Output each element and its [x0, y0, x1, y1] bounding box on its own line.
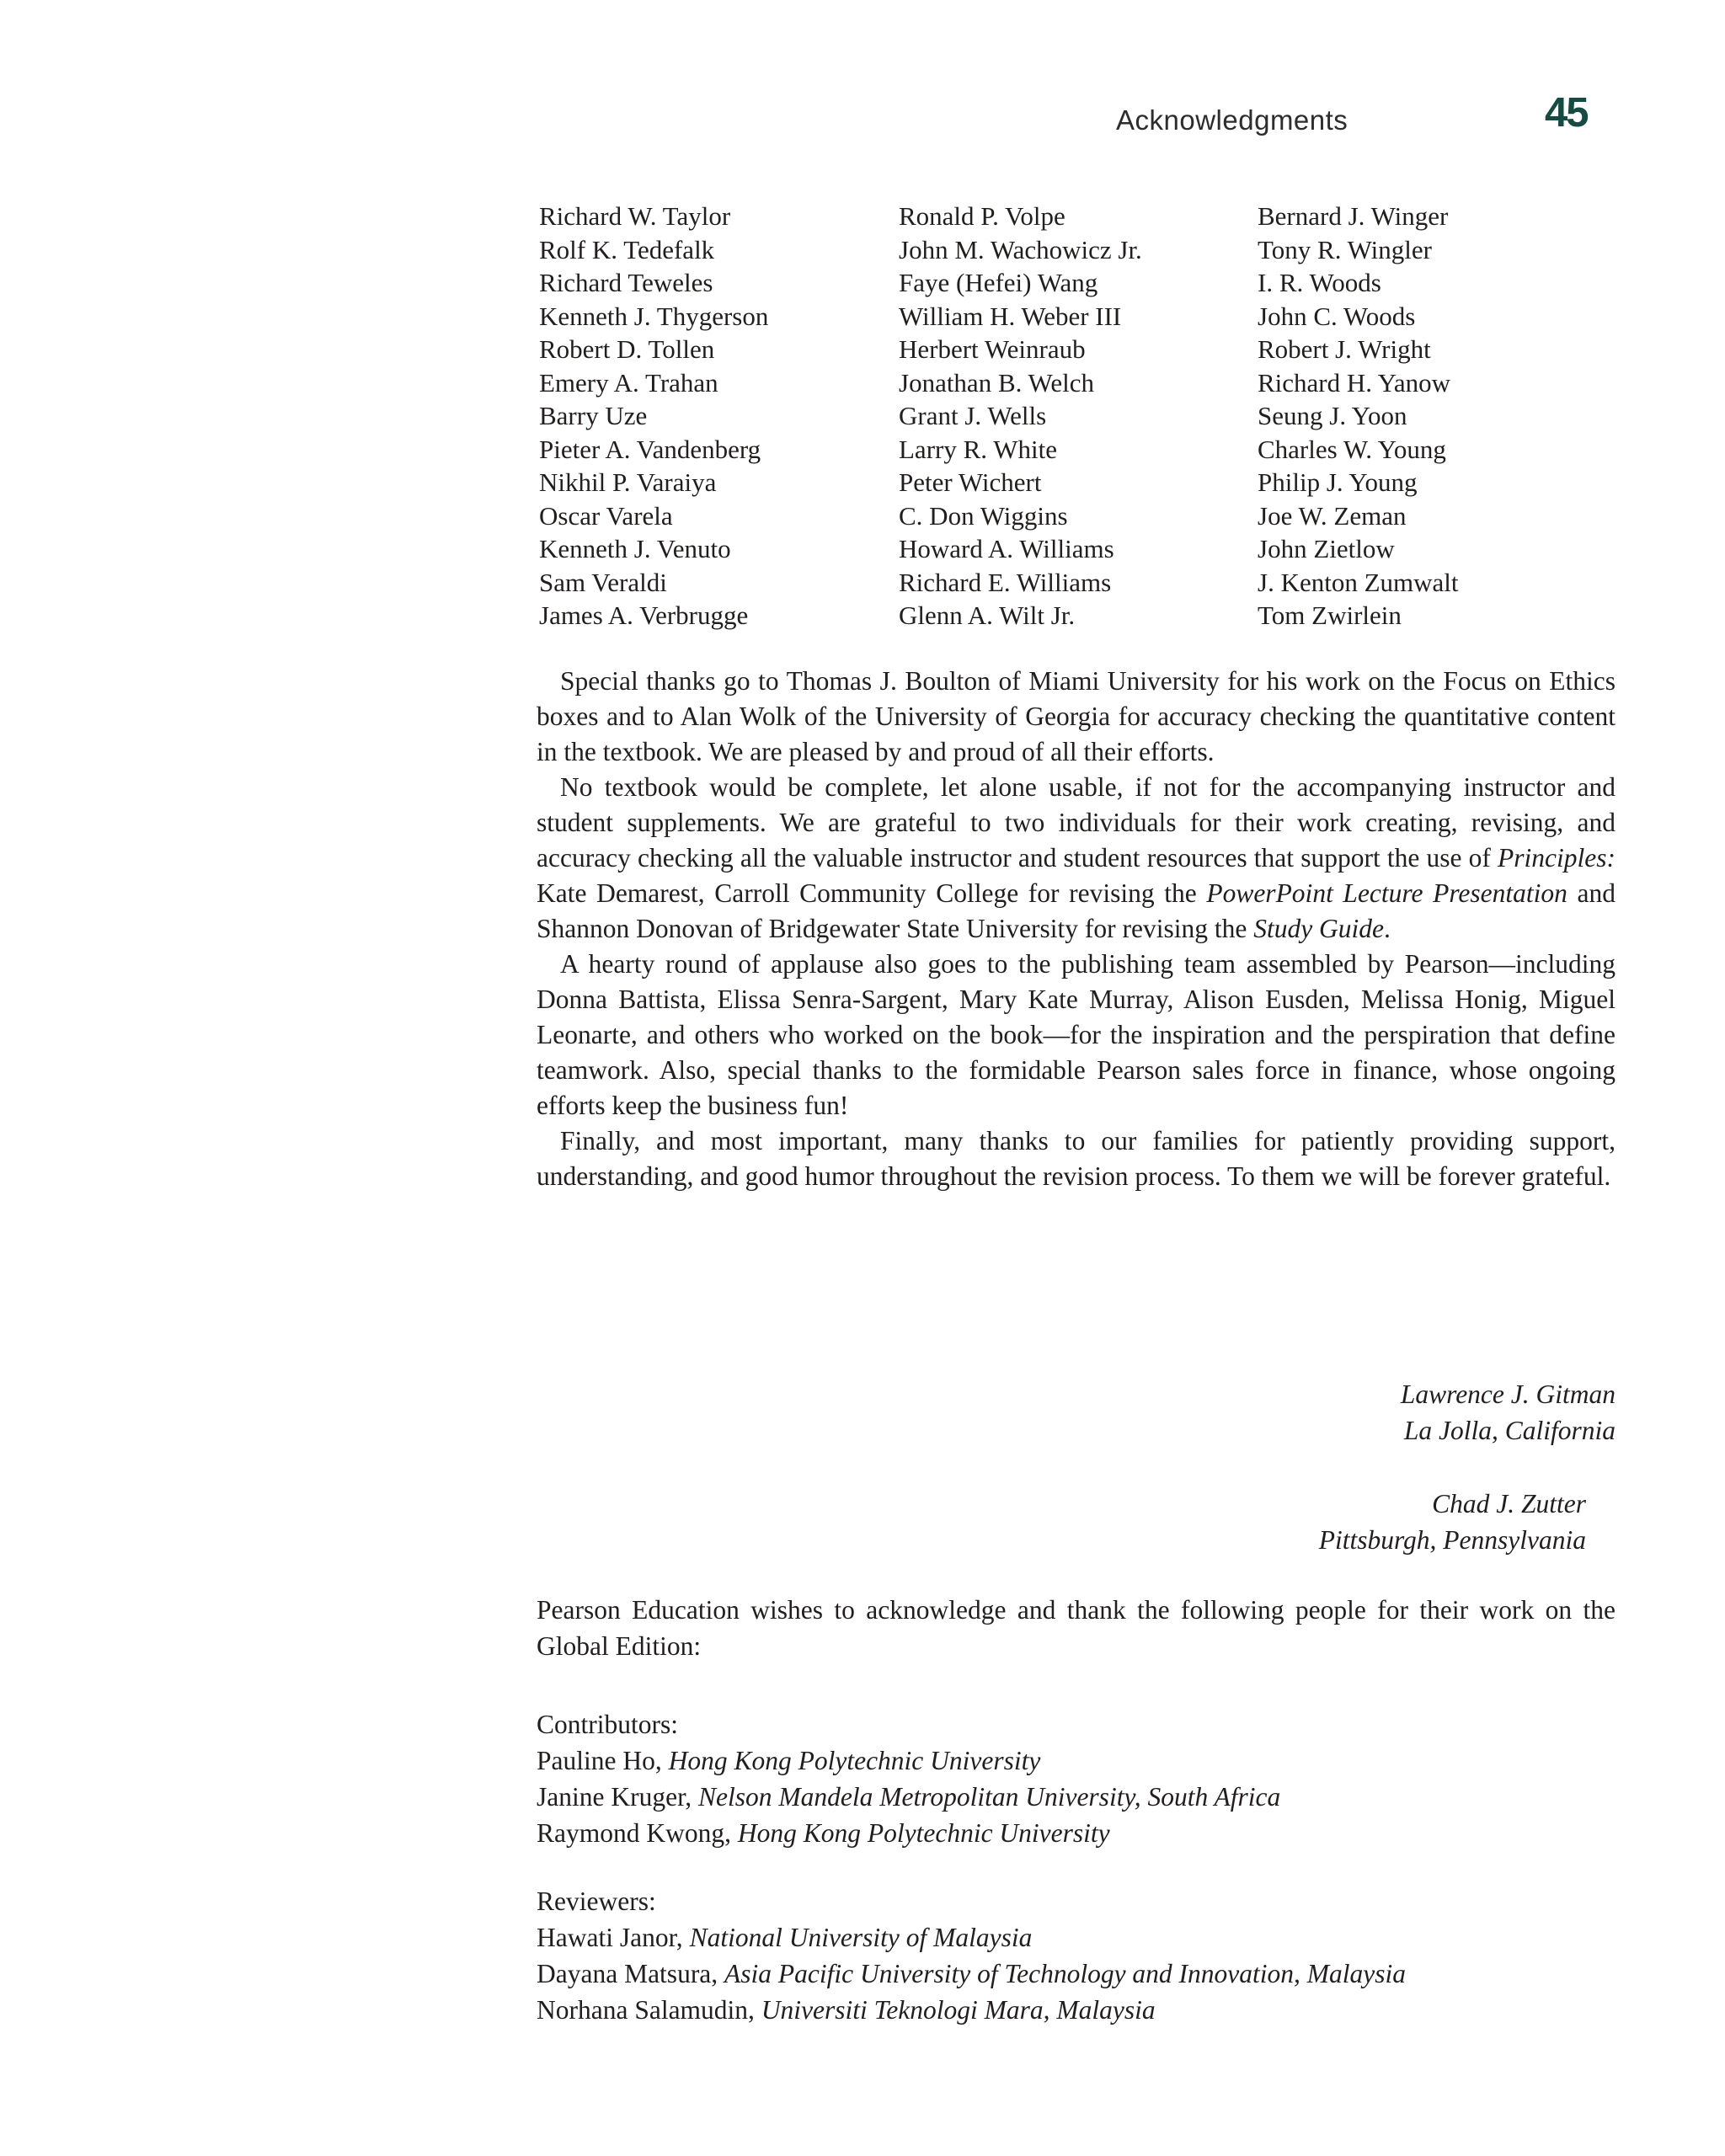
reviewers-list — [537, 1919, 1406, 2028]
running-header-title: Acknowledgments — [1116, 104, 1348, 136]
reviewer-name: Glenn A. Wilt Jr. — [899, 600, 1076, 630]
reviewer-name: Seung J. Yoon — [1258, 401, 1407, 430]
reviewers-heading: Reviewers: — [537, 1886, 656, 1916]
person-name: Raymond Kwong, — [537, 1818, 738, 1848]
acknowledgment-paragraphs — [537, 664, 1616, 1194]
person-entry — [537, 1956, 1406, 1992]
signature-block-zutter — [1319, 1486, 1586, 1558]
reviewer-name: John M. Wachowicz Jr. — [899, 234, 1142, 264]
signature-location: Pittsburgh, Pennsylvania — [1318, 1525, 1586, 1555]
reviewer-name: Richard Teweles — [539, 268, 713, 297]
page-number: 45 — [1545, 90, 1588, 136]
reviewer-name: Larry R. White — [899, 434, 1057, 464]
contributors-section — [537, 1706, 1280, 1851]
reviewer-name: Tony R. Wingler — [1258, 234, 1432, 264]
reviewer-name: Barry Uze — [539, 401, 648, 430]
reviewer-name: Kenneth J. Thygerson — [539, 301, 769, 331]
reviewer-name: Pieter A. Vandenberg — [539, 434, 761, 464]
reviewer-name: Tom Zwirlein — [1258, 600, 1402, 630]
person-affiliation: Asia Pacific University of Technology and Innovation, Malaysia — [724, 1959, 1407, 1988]
person-affiliation: Hong Kong Polytechnic University — [668, 1746, 1041, 1775]
reviewer-name: Rolf K. Tedefalk — [539, 234, 715, 264]
reviewer-name: Richard E. Williams — [899, 567, 1112, 597]
reviewer-name: John Zietlow — [1258, 534, 1395, 563]
person-name: Norhana Salamudin, — [537, 1995, 761, 2025]
reviewer-column-3 — [1258, 200, 1618, 632]
reviewer-name: William H. Weber III — [899, 301, 1122, 331]
person-affiliation: Universiti Teknologi Mara, Malaysia — [761, 1995, 1156, 2025]
person-entry — [537, 1815, 1280, 1851]
reviewer-name: Faye (Hefei) Wang — [899, 268, 1098, 297]
reviewer-name: C. Don Wiggins — [899, 500, 1068, 531]
reviewer-name: Oscar Varela — [539, 500, 673, 531]
reviewer-name: Jonathan B. Welch — [899, 367, 1094, 398]
reviewer-name: Robert D. Tollen — [539, 334, 715, 364]
reviewer-name: Richard H. Yanow — [1258, 367, 1451, 398]
signature-name: Lawrence J. Gitman — [1400, 1380, 1616, 1409]
reviewer-name: John C. Woods — [1258, 301, 1416, 331]
reviewer-column-1 — [539, 200, 899, 632]
person-affiliation: Hong Kong Polytechnic University — [737, 1818, 1110, 1848]
reviewer-name: Grant J. Wells — [899, 401, 1047, 430]
reviewer-name: Sam Veraldi — [539, 567, 667, 597]
reviewers-section — [537, 1883, 1406, 2028]
signature-location: La Jolla, California — [1403, 1416, 1616, 1445]
person-name: Dayana Matsura, — [537, 1959, 725, 1988]
reviewer-name: Charles W. Young — [1258, 434, 1446, 464]
person-name: Pauline Ho, — [537, 1746, 669, 1775]
reviewer-name: I. R. Woods — [1258, 268, 1381, 297]
italic-title: Study Guide — [1253, 914, 1385, 943]
reviewer-name: Robert J. Wright — [1258, 334, 1431, 364]
reviewer-name: J. Kenton Zumwalt — [1258, 567, 1459, 597]
italic-title: PowerPoint Lecture Presentation — [1206, 878, 1567, 908]
paragraph: Special thanks go to Thomas J. Boulton of Miami University for his work on the Focus on Ethics boxes and to Alan Wolk of the University of Georgia for accuracy checking the quantitative content in the textbook. We are pleased by and proud of all their efforts. — [537, 666, 1616, 766]
person-name: Janine Kruger, — [537, 1782, 699, 1812]
italic-title: Principles: — [1498, 843, 1616, 873]
reviewer-name: Nikhil P. Varaiya — [539, 467, 717, 497]
signature-name: Chad J. Zutter — [1432, 1489, 1586, 1518]
reviewer-name: Joe W. Zeman — [1258, 500, 1407, 531]
person-affiliation: Nelson Mandela Metropolitan University, South Africa — [698, 1782, 1281, 1812]
reviewer-name-columns — [539, 200, 1618, 632]
person-affiliation: National University of Malaysia — [689, 1923, 1033, 1952]
reviewer-name: Herbert Weinraub — [899, 334, 1086, 364]
reviewer-name: Kenneth J. Venuto — [539, 534, 731, 563]
contributors-list — [537, 1742, 1280, 1851]
signature-block-gitman — [1401, 1376, 1616, 1449]
person-name: Hawati Janor, — [537, 1923, 690, 1952]
paragraph: No textbook would be complete, let alone usable, if not for the accompanying instructor and student supplements. We are grateful to two individuals for their work creating, revising, and accuracy checking all the valuable instructor and student resources that support the use of Principles: Kate Demarest, Carroll Community College for revising the PowerPoint Lecture Presentation and Shannon Donovan of Bridgewater State University for revising the Study Guide. — [537, 772, 1616, 943]
reviewer-name: Ronald P. Volpe — [899, 201, 1065, 231]
global-edition-intro: Pearson Education wishes to acknowledge and thank the following people for their work on the Global Edition: — [537, 1595, 1616, 1661]
person-entry — [537, 1992, 1406, 2028]
contributors-heading: Contributors: — [537, 1710, 679, 1739]
person-entry — [537, 1919, 1406, 1956]
reviewer-name: Philip J. Young — [1258, 467, 1418, 497]
paragraph: A hearty round of applause also goes to the publishing team assembled by Pearson—including Donna Battista, Elissa Senra-Sargent, Mary Kate Murray, Alison Eusden, Melissa Honig, Miguel Leonarte, and others who worked on the book—for the inspiration and the perspiration that define teamwork. Also, special thanks to the formidable Pearson sales force in finance, whose ongoing efforts keep the business fun! — [537, 949, 1616, 1120]
reviewer-name: Howard A. Williams — [899, 534, 1114, 563]
person-entry — [537, 1779, 1280, 1815]
reviewer-column-2 — [899, 200, 1258, 632]
paragraph: Finally, and most important, many thanks to our families for patiently providing support, understanding, and good humor throughout the revision process. To them we will be forever grateful. — [537, 1126, 1616, 1191]
reviewer-name: Bernard J. Winger — [1258, 201, 1449, 231]
reviewer-name: Richard W. Taylor — [539, 201, 731, 231]
person-entry — [537, 1742, 1280, 1779]
reviewer-name: James A. Verbrugge — [539, 600, 749, 630]
reviewer-name: Peter Wichert — [899, 467, 1042, 497]
reviewer-name: Emery A. Trahan — [539, 367, 718, 398]
